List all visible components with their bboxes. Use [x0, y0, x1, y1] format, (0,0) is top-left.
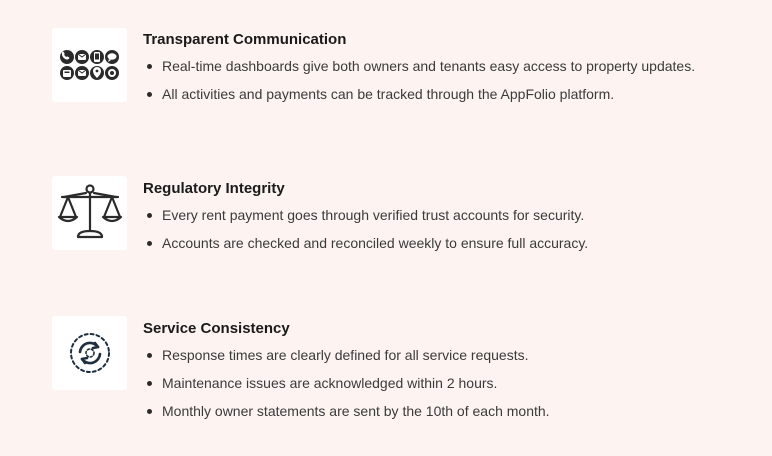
feature-bullets — [143, 345, 712, 421]
contact-icons-grid-box — [52, 28, 127, 102]
feature-content — [143, 319, 712, 429]
refresh-cycle-icon-box — [52, 316, 127, 390]
feature-content — [143, 30, 712, 112]
bullet-item: Maintenance issues are acknowledged within 2 hours. — [143, 373, 712, 393]
bullet-item: Accounts are checked and reconciled weekly to ensure full accuracy. — [143, 233, 712, 253]
bullet-item: Response times are clearly defined for all service requests. — [143, 345, 712, 365]
bullet-item: Every rent payment goes through verified trust accounts for security. — [143, 205, 712, 225]
feature-bullets — [143, 205, 712, 253]
scales-icon — [56, 181, 124, 245]
feature-title: Service Consistency — [143, 320, 290, 337]
bullet-item: All activities and payments can be tracked through the AppFolio platform. — [143, 84, 712, 104]
feature-content — [143, 179, 712, 261]
bullet-item: Monthly owner statements are sent by the 10th of each month. — [143, 401, 712, 421]
refresh-cycle-icon — [68, 331, 112, 375]
scales-icon-box — [52, 176, 127, 250]
feature-title: Regulatory Integrity — [143, 180, 285, 197]
contact-icons-grid-icon — [58, 48, 122, 82]
feature-title: Transparent Communication — [143, 31, 347, 48]
feature-bullets — [143, 56, 712, 104]
bullet-item: Real-time dashboards give both owners and tenants easy access to property updates. — [143, 56, 712, 76]
